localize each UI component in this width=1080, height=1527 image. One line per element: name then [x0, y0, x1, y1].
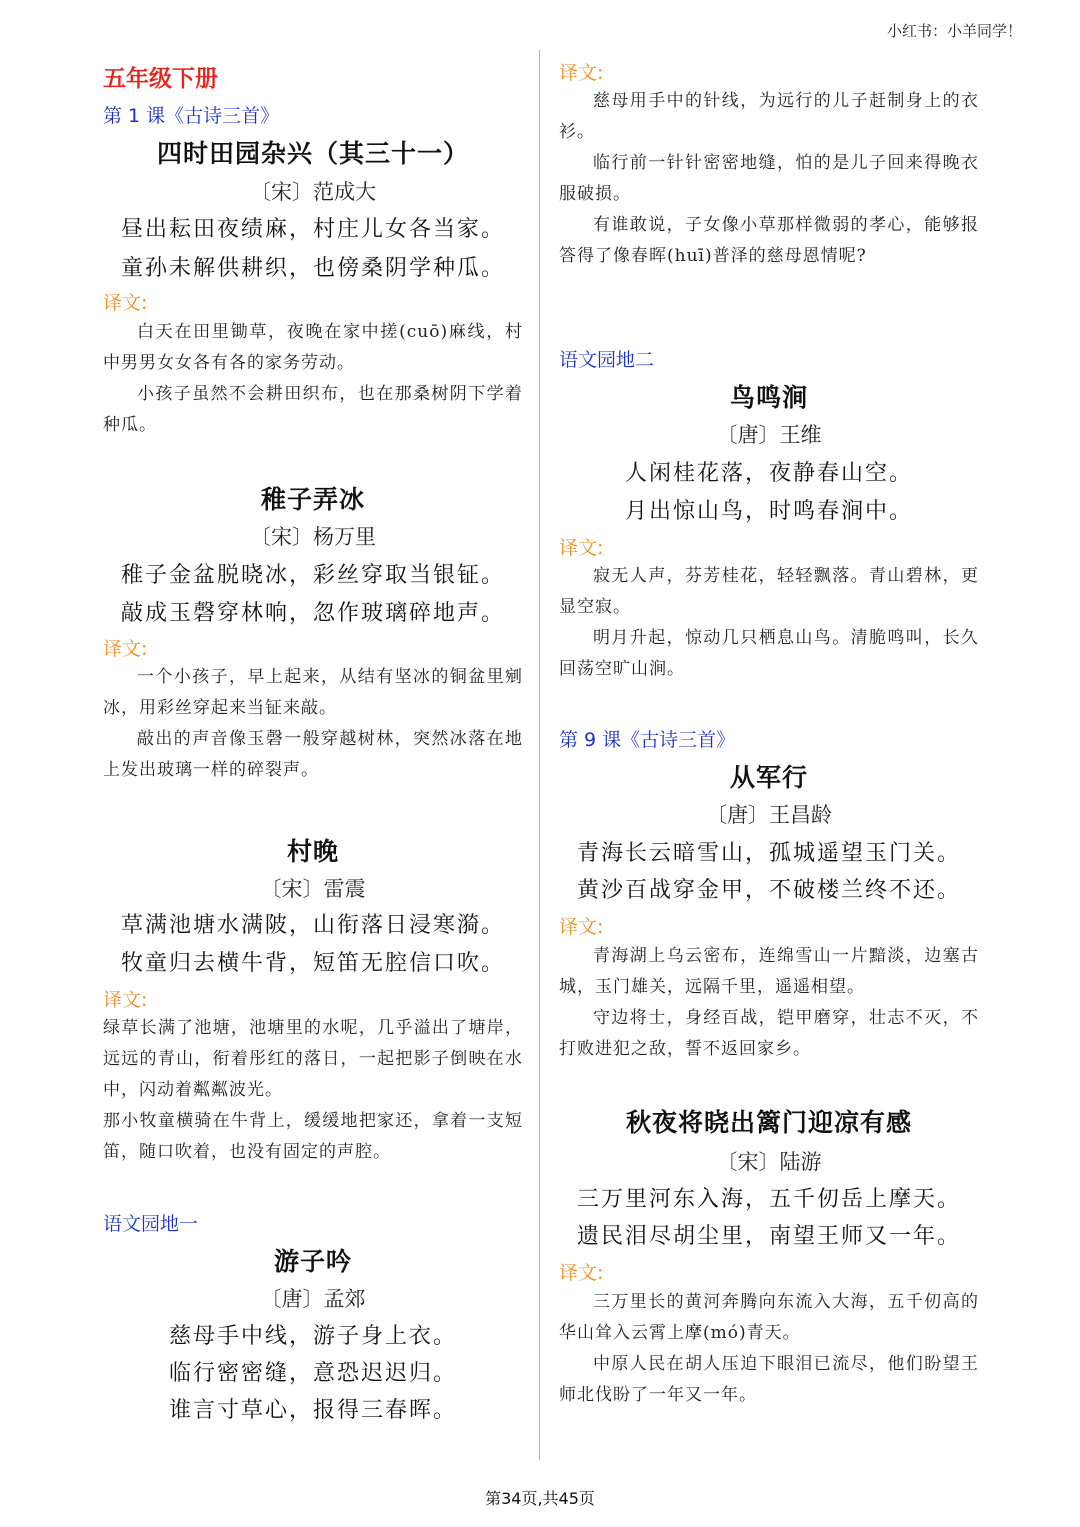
translation-paragraph: 三万里长的黄河奔腾向东流入大海，五千仞高的华山耸入云霄上摩(mó)青天。 [559, 1292, 979, 1343]
poem-title: 村晚 [286, 837, 339, 866]
translation-paragraph: 守边将士，身经百战，铠甲磨穿，壮志不灭，不打败进犯之敌，誓不返回家乡。 [559, 1008, 979, 1059]
translation-paragraph: 寂无人声，芬芳桂花，轻轻飘落。青山碧林，更显空寂。 [559, 566, 979, 617]
translation-paragraph: 青海湖上乌云密布，连绵雪山一片黯淡，边塞古城，玉门雄关，远隔千里，遥遥相望。 [559, 946, 979, 997]
poem-line: 牧童归去横牛背，短笛无腔信口吹。 [120, 951, 505, 976]
translation-text [103, 317, 523, 441]
poem-title: 稚子弄冰 [260, 485, 365, 514]
poem-line: 谁言寸草心，报得三春晖。 [168, 1398, 457, 1423]
poem-line: 临行密密缝，意恐迟迟归。 [168, 1361, 457, 1386]
translation-label: 译文: [559, 537, 604, 559]
poem-line: 草满池塘水满陂，山衔落日浸寒漪。 [120, 913, 505, 938]
translation-paragraph: 有谁敢说，子女像小草那样微弱的孝心，能够报答得了像春晖(huī)普泽的慈母恩情呢? [559, 215, 979, 266]
translation-label: 译文: [103, 292, 148, 314]
poem-author: 〔宋〕雷震 [260, 877, 366, 901]
translation-text [559, 941, 979, 1065]
poem-title: 游子吟 [273, 1247, 352, 1276]
poem-line: 昼出耘田夜绩麻，村庄儿女各当家。 [120, 217, 505, 242]
poem-author: 〔宋〕陆游 [716, 1150, 822, 1174]
translation-text [103, 662, 523, 786]
poem-author: 〔宋〕范成大 [250, 180, 376, 204]
poem-title: 四时田园杂兴（其三十一） [156, 139, 469, 168]
poem-line: 敲成玉磬穿林响，忽作玻璃碎地声。 [120, 601, 505, 626]
translation-text [559, 1287, 979, 1411]
poem-line: 童孙未解供耕织，也傍桑阴学种瓜。 [120, 256, 505, 281]
poem-line: 遗民泪尽胡尘里，南望王师又一年。 [576, 1224, 961, 1249]
lesson-9-heading: 第 9 课《古诗三首》 [559, 729, 736, 751]
column-divider [539, 50, 540, 1460]
translation-label: 译文: [103, 638, 148, 660]
translation-paragraph: 白天在田里锄草，夜晚在家中搓(cuō)麻线，村中男男女女各有各的家务劳动。 [103, 322, 523, 373]
poem-author: 〔唐〕王维 [716, 423, 822, 447]
translation-label: 译文: [559, 1262, 604, 1284]
translation-paragraph: 绿草长满了池塘，池塘里的水呢，几乎溢出了塘岸，远远的青山，衔着彤红的落日，一起把影子倒映在水中，闪动着粼粼波光。 [103, 1018, 523, 1100]
section-heading: 语文园地一 [103, 1213, 199, 1235]
translation-paragraph: 小孩子虽然不会耕田织布，也在那桑树阴下学着种瓜。 [103, 384, 523, 435]
translation-label: 译文: [103, 989, 148, 1011]
poem-line: 三万里河东入海，五千仞岳上摩天。 [576, 1187, 961, 1212]
poem-title: 从军行 [729, 763, 808, 792]
poem-line: 慈母手中线，游子身上衣。 [168, 1324, 457, 1349]
translation-label: 译文: [559, 916, 604, 938]
translation-paragraph: 那小牧童横骑在牛背上，缓缓地把家还，拿着一支短笛，随口吹着，也没有固定的声腔。 [103, 1111, 523, 1162]
poem-author: 〔唐〕王昌龄 [706, 803, 832, 827]
translation-paragraph: 临行前一针针密密地缝，怕的是儿子回来得晚衣服破损。 [559, 153, 979, 204]
poem-line: 人闲桂花落，夜静春山空。 [624, 461, 913, 486]
translation-paragraph: 中原人民在胡人压迫下眼泪已流尽，他们盼望王师北伐盼了一年又一年。 [559, 1354, 979, 1405]
poem-line: 稚子金盆脱晓冰，彩丝穿取当银钲。 [120, 563, 505, 588]
section-heading: 语文园地二 [559, 349, 655, 371]
poem-line: 青海长云暗雪山，孤城遥望玉门关。 [576, 841, 961, 866]
poem-title: 鸟鸣涧 [729, 383, 808, 412]
translation-paragraph: 慈母用手中的针线，为远行的儿子赶制身上的衣衫。 [559, 91, 979, 142]
lesson-1-heading: 第 1 课《古诗三首》 [103, 105, 280, 127]
poem-line: 黄沙百战穿金甲，不破楼兰终不还。 [576, 878, 961, 903]
translation-paragraph: 一个小孩子，早上起来，从结有坚冰的铜盆里剜冰，用彩丝穿起来当钲来敲。 [103, 667, 523, 718]
translation-text [559, 561, 979, 685]
watermark: 小红书：小羊同学！ [886, 22, 1022, 40]
poem-title: 秋夜将晓出篱门迎凉有感 [625, 1108, 912, 1137]
page-number: 第34页,共45页 [485, 1489, 595, 1508]
poem-line: 月出惊山鸟，时鸣春涧中。 [624, 499, 913, 524]
grade-heading: 五年级下册 [103, 66, 218, 92]
poem-author: 〔宋〕杨万里 [250, 525, 376, 549]
translation-text [103, 1013, 523, 1168]
poem-author: 〔唐〕孟郊 [260, 1287, 366, 1311]
translation-text [559, 86, 979, 272]
translation-paragraph: 敲出的声音像玉磬一般穿越树林，突然冰落在地上发出玻璃一样的碎裂声。 [103, 729, 523, 780]
translation-label: 译文: [559, 62, 604, 84]
translation-paragraph: 明月升起，惊动几只栖息山鸟。清脆鸣叫，长久回荡空旷山涧。 [559, 628, 979, 679]
